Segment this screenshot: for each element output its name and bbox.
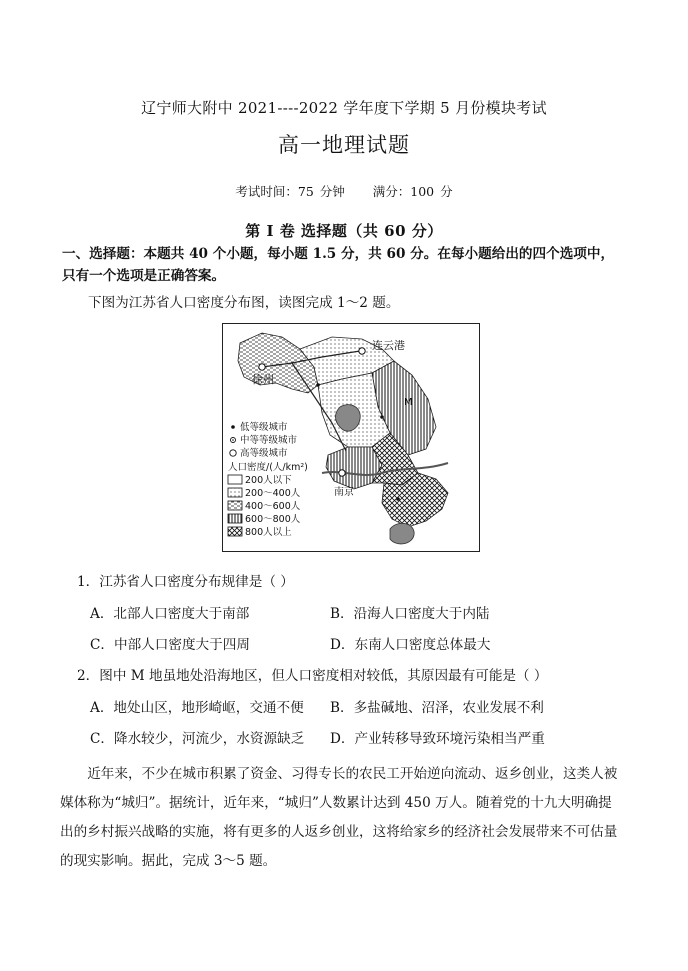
question-2-option-a: A．地处山区，地形崎岖，交通不便	[90, 700, 304, 716]
city-nanjing-marker	[339, 470, 345, 476]
label-m: M	[404, 397, 413, 408]
legend-density-title: 人口密度/(人/km²)	[228, 462, 308, 473]
question-2-option-b: B．多盐碱地、沼泽，农业发展不利	[330, 700, 544, 716]
exam-time: 考试时间：75 分钟	[235, 184, 345, 199]
legend-class-1: 200人以下	[245, 475, 292, 486]
label-lianyungang: 连云港	[372, 339, 405, 352]
population-density-map	[222, 323, 480, 552]
legend-class-4: 600～800人	[245, 514, 301, 525]
city-lianyungang-marker	[359, 348, 365, 354]
paper-title: 高一地理试题	[278, 133, 410, 157]
question-1-option-b: B．沿海人口密度大于内陆	[330, 606, 490, 622]
legend-class-3: 400～600人	[245, 501, 301, 512]
question-1-option-d: D．东南人口密度总体最大	[330, 637, 491, 653]
reading-passage: 近年来，不少在城市积累了资金、习得专长的农民工开始逆向流动、返乡创业，这类人被媒体称为“城归”。据统计，近年来，“城归”人数累计达到 450 万人。随着党的十九大明确提出的乡村振兴战略的实施，将有更多的人返乡创业，这将给家乡的经济社会发展带来不可估量的现实影响。据此，完成 3～5 题。	[60, 766, 618, 869]
question-2-option-c: C．降水较少，河流少，水资源缺乏	[90, 731, 305, 747]
school-exam-line: 辽宁师大附中 2021----2022 学年度下学期 5 月份模块考试	[141, 99, 547, 117]
label-xuzhou: 徐州	[252, 373, 274, 386]
legend-class-5: 800人以上	[245, 527, 292, 538]
question-1-option-a: A．北部人口密度大于南部	[90, 606, 250, 622]
legend-high-city: 高等级城市	[240, 448, 288, 459]
exam-meta	[0, 182, 688, 200]
full-score: 满分：100 分	[372, 184, 453, 199]
legend-low-city: 低等级城市	[240, 422, 288, 433]
question-2-option-d: D．产业转移导致环境污染相当严重	[330, 731, 545, 747]
question-2-stem: 2．图中 M 地虽地处沿海地区，但人口密度相对较低，其原因最有可能是（ ）	[77, 668, 548, 684]
question-intro: 下图为江苏省人口密度分布图，读图完成 1～2 题。	[88, 295, 400, 311]
question-1-option-c: C．中部人口密度大于四周	[90, 637, 250, 653]
city-xuzhou-marker	[259, 364, 265, 370]
legend-mid-city: 中等等级城市	[240, 435, 298, 446]
question-1-stem: 1．江苏省人口密度分布规律是（ ）	[77, 574, 294, 590]
label-nanjing: 南京	[334, 487, 354, 498]
tai-lake	[390, 523, 414, 544]
section-heading: 第 Ⅰ 卷 选择题（共 60 分）	[245, 222, 443, 240]
section-instruction: 一、选择题：本题共 40 个小题，每小题 1.5 分，共 60 分。在每小题给出的四个选项中，只有一个选项是正确答案。	[62, 246, 615, 284]
legend-class-2: 200～400人	[245, 488, 301, 499]
